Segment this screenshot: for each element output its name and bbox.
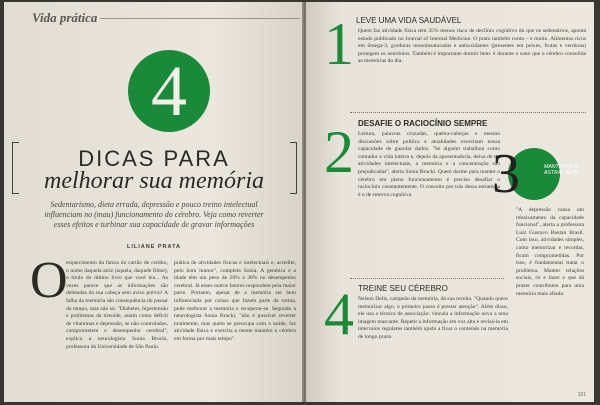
divider	[350, 112, 586, 113]
body-column-2: prática de atividades físicas e intelectuais e, acredite, pelo bom humor", completa Sonia. A genética e a idade têm um peso de 20% a 30% no desempenho cerebral. Já esses outros fatores respondem pela maior parte. Portanto, apesar de a memória ser bem influenciada por coisas que fazem parte da rotina, pode melhorar a memória e recuperar-se. Segundo a neurologista Sonia Brucki, "não é possível reverter totalmente, mas quem se preocupa com a saúde, faz atividade física e exercita a mente mantém o cérebro em forma por mais tempo".	[174, 260, 296, 342]
tip1-number: 1	[324, 11, 354, 77]
section-title: Vida prática	[32, 10, 98, 25]
tip1-title: LEVE UMA VIDA SAUDÁVEL	[356, 16, 462, 25]
page-number: 101	[577, 392, 586, 398]
left-page	[4, 2, 304, 402]
tip3-label: MANTENHA O ASTRAL ALTO	[544, 164, 579, 177]
byline: LILIANE PRATA	[126, 244, 182, 250]
tip1-text: Quem faz atividade física tem 35% menos risco de declínio cognitivo do que os sedentários, aponta estudo publicado no Journal of Internal Medicine. O prato também conta – e muito. Alimentos ricos em ômega-3, gorduras monoinsaturadas e antioxidantes (presentes em peixes, frutas e verduras) protegem os neurônios. Também é importante dormir bem: é durante o sono que o cérebro consolida as memórias do dia.	[358, 28, 586, 65]
tip2-text: Leitura, palavras cruzadas, quebra-cabeças e mesmo discussões sobre política e atualidades exercitam nossa capacidade de guardar dados. "Se alguém trabalhou como contador a vida inteira e, depois da aposentadoria, deixa de ter atividades intelectuais, a memória e a concentração são prejudicadas", alerta Sonia Brucki. Quem dorme para manter o cérebro em pleno funcionamento é preciso desafiar o raciocínio constantemente. O conceito por trás dessa estratégia é o de reserva cognitiva.	[358, 131, 500, 198]
big-number: 4	[151, 51, 187, 131]
tip3-text: "A depressão causa um rebaixamento da capacidade funcional", alerta a professora Luiz Gustavo Bustan Brasil. Com isso, atividades simples, como memorizar e recordar, ficam comprometidas. Por isso, é fundamental tratar o problema. Manter relações sociais, rir e fazer o que dá prazer contribuem para uma memória mais afiada.	[516, 207, 584, 297]
tip2-number: 2	[324, 119, 354, 185]
headline-line2: melhorar sua memória	[44, 168, 264, 194]
tip4-number: 4	[324, 281, 354, 347]
drop-cap: O	[30, 252, 68, 309]
tip3-number: 3	[492, 143, 520, 205]
tip2-title: DESAFIE O RACIOCÍNIO SEMPRE	[358, 119, 488, 128]
body-column-1: esquecimento da fatura do cartão de crédito, o nome daquela atriz (aquela, daquele filme), o título do último livro que você leu... As vezes parece que as informações são deletadas da sua cabeça sem aviso prévio! A falha da memória são consequência do passar do tempo, mas não só. "Diabetes, hipertensão e problemas da tireoide, assim como déficit de vitaminas e depressão, se não controlados, comprometem o desempenho cerebral", explica a neurologista Sonia Brucki, professora da Universidade de São Paulo.	[66, 260, 168, 350]
headline-line1: DICAS PARA	[78, 146, 230, 171]
tip4-text: Nelson Delis, campeão da memória, dá sua receita. "Quando quero memorizar algo, o primeiro passo é prestar atenção". Além disso, ele usa a técnica de associação: vincula a informação nova a uma imagem marcante. Repetir a informação em voz alta e revisá-la em intervalos regulares também ajuda a fixar o conteúdo na memória de longo prazo.	[358, 296, 508, 340]
tip4-title: TREINE SEU CÉREBRO	[358, 284, 448, 293]
right-page	[306, 2, 594, 402]
magazine-spread	[4, 2, 594, 402]
divider	[350, 278, 504, 279]
big-number-circle	[128, 50, 210, 132]
intro-text: Sedentarismo, dieta errada, depressão e pouco treino intelectual influenciam no (mau) funcionamento do cérebro. Veja como reverter esses efeitos e turbinar sua capacidade de gravar informações	[44, 200, 264, 229]
section-rule	[100, 18, 300, 19]
